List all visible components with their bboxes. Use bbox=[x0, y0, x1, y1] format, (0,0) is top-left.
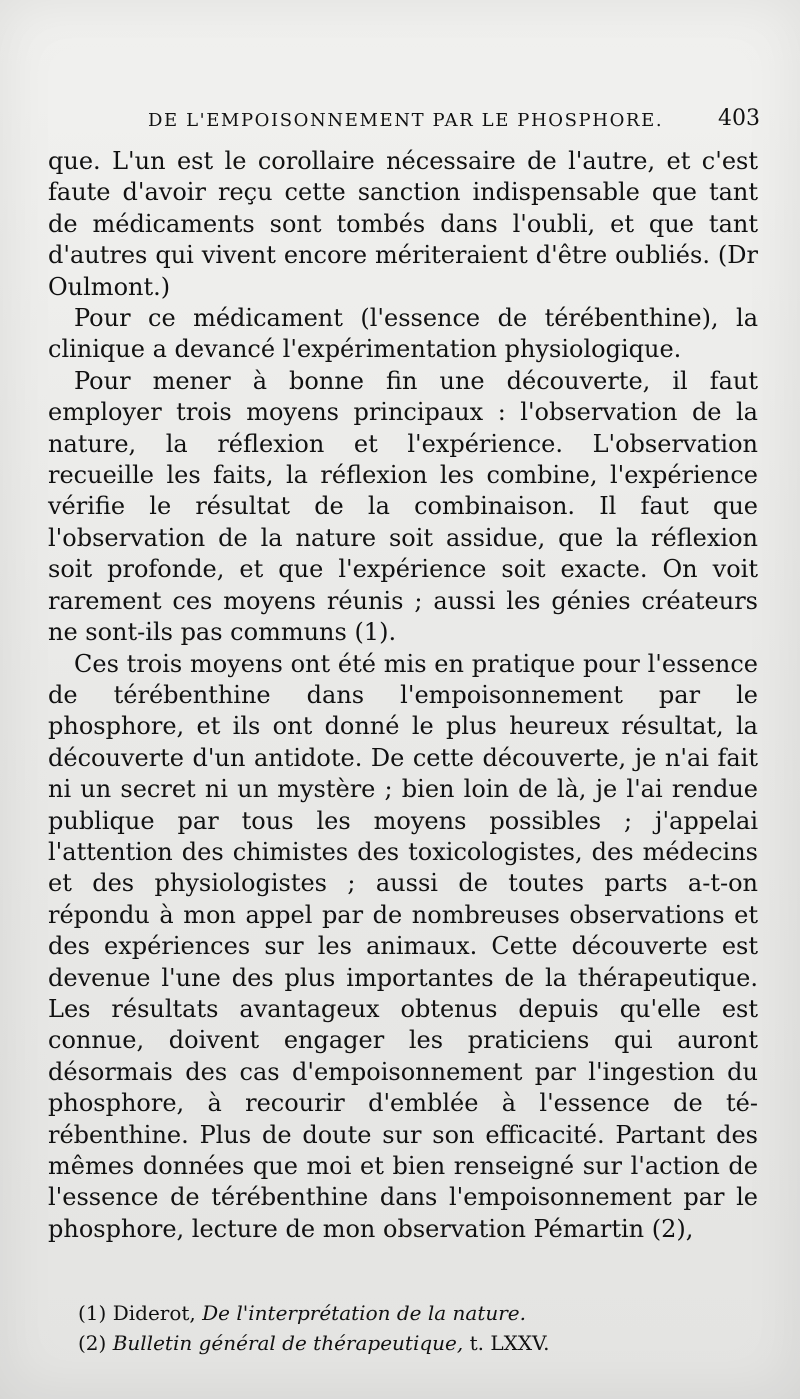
footnote-author: Diderot, bbox=[112, 1301, 196, 1325]
footnote-reference: t. LXXV. bbox=[469, 1331, 550, 1355]
page-header bbox=[110, 106, 760, 142]
paragraph: Ces trois moyens ont été mis en pratique pour l'essence de térébenthine dans l'empoisonnement par le phosphore, et ils ont donné le plus heureux résultat, la découverte d'un antidote. De cette découverte, je n'ai fait ni un secret ni un mystère ; bien loin de là, je l'ai rendue publique par tous les moyens possibles ; j'appelai l'attention des chimistes des toxicologistes, des médecins et des physiologistes ; aussi de toutes parts a-t-on répondu à mon appel par de nombreuses observations et des expériences sur les animaux. Cette découverte est devenue l'une des plus importantes de la thérapeutique. Les résultats avantageux obtenus depuis qu'elle est connue, doivent engager les praticiens qui auront désormais des cas d'empoisonnement par l'ingestion du phosphore, à recourir d'emblée à l'essence de térébenthine. Plus de doute sur son efficacité. Partant des mêmes données que moi et bien renseigné sur l'action de l'essence de térébenthine dans l'empoisonnement par le phosphore, lecture de mon observation Pémartin (2), bbox=[48, 649, 758, 1243]
footnote bbox=[78, 1298, 758, 1328]
running-title: DE L'EMPOISONNEMENT PAR LE PHOSPHORE. bbox=[148, 110, 664, 131]
footnote-title: Bulletin général de thérapeutique, bbox=[112, 1331, 464, 1355]
page-number: 403 bbox=[718, 106, 760, 131]
paragraph: Pour mener à bonne fin une découverte, il faut employer trois moyens principaux : l'observation de la nature, la réflexion et l'expérience. L'observation recueille les faits, la réflexion les combine, l'expérience vérifie le résultat de la combinaison. Il faut que l'observation de la nature soit assidue, que la réflexion soit profonde, et que l'expérience soit exacte. On voit rarement ces moyens réunis ; aussi les génies créateurs ne sont-ils pas communs (1). bbox=[48, 366, 758, 647]
footnote-marker: (2) bbox=[78, 1331, 107, 1355]
body-text bbox=[48, 146, 758, 1245]
footnotes bbox=[78, 1298, 758, 1358]
paragraph: que. L'un est le corollaire nécessaire de l'autre, et c'est faute d'avoir reçu cette sanction indispensable que tant de médicaments sont tombés dans l'oubli, et que tant d'autres qui vivent encore mériteraient d'être oubliés. (Dr Oulmont.) bbox=[48, 147, 758, 301]
paragraph: Pour ce médicament (l'essence de térébenthine), la clinique a devancé l'expérimentation physiologique. bbox=[48, 304, 758, 364]
footnote-marker: (1) bbox=[78, 1301, 107, 1325]
footnote-title: De l'interprétation de la nature. bbox=[202, 1301, 526, 1325]
footnote bbox=[78, 1328, 758, 1358]
